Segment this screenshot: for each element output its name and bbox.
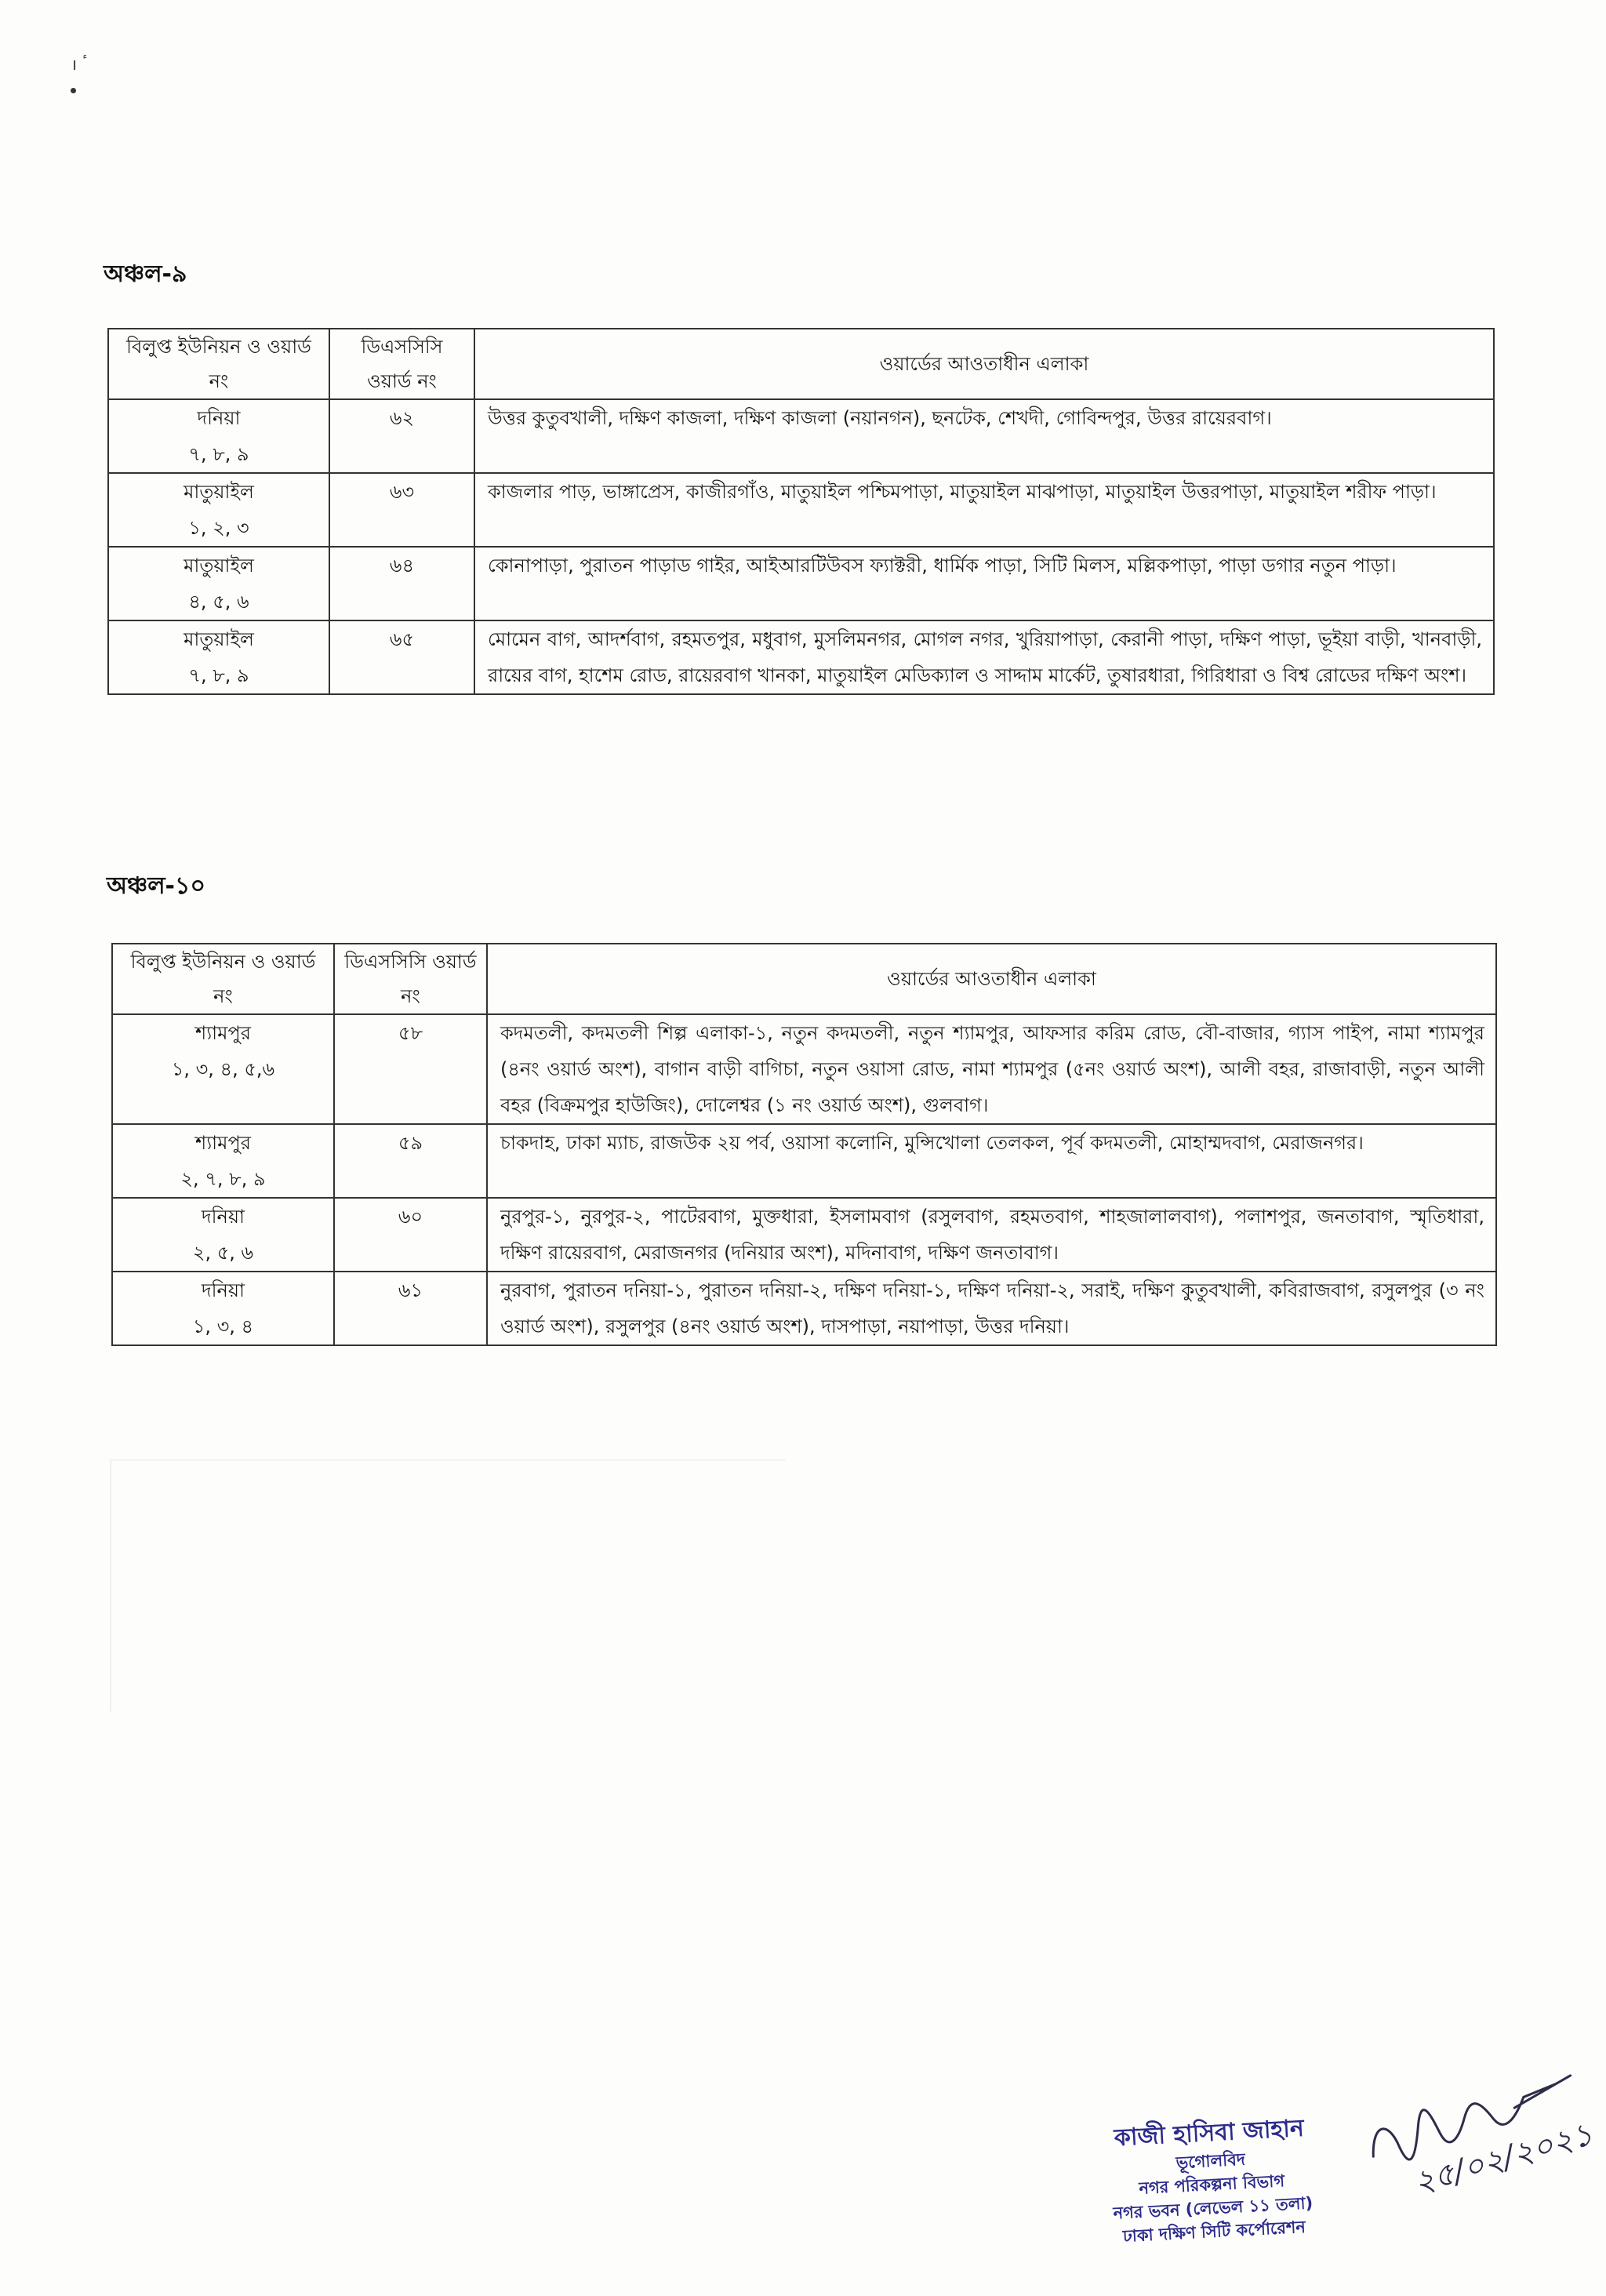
union-wards: ৭, ৮, ৯: [188, 443, 249, 465]
dscc-ward-cell: ৫৮: [334, 1014, 487, 1124]
table-row: [108, 620, 1494, 694]
union-name: দনিয়া: [202, 1279, 245, 1301]
dscc-ward-cell: ৬৪: [329, 547, 474, 620]
union-wards: ৭, ৮, ৯: [188, 664, 249, 686]
seal-organization: ঢাকা দক্ষিণ সিটি কর্পোরেশন: [1122, 2217, 1306, 2246]
dscc-ward-cell: ৬৫: [329, 620, 474, 694]
union-cell: [108, 620, 329, 694]
table-row: [108, 399, 1494, 473]
union-cell: [112, 1124, 334, 1198]
header-dscc-ward: ডিএসসিসি ওয়ার্ড নং: [329, 329, 474, 399]
union-wards: ১, ৩, ৪, ৫,৬: [171, 1058, 275, 1080]
header-dscc-ward: ডিএসসিসি ওয়ার্ড নং: [334, 944, 487, 1014]
union-cell: [108, 399, 329, 473]
table-row: [108, 547, 1494, 620]
union-name: দনিয়া: [197, 407, 241, 429]
union-cell: [108, 547, 329, 620]
header-area: ওয়ার্ডের আওতাধীন এলাকা: [487, 944, 1496, 1014]
dscc-ward-cell: ৫৯: [334, 1124, 487, 1198]
union-name: দনিয়া: [202, 1206, 245, 1228]
dscc-ward-cell: ৬০: [334, 1198, 487, 1272]
table-header-row: [108, 329, 1494, 399]
header-union: বিলুপ্ত ইউনিয়ন ও ওয়ার্ড নং: [108, 329, 329, 399]
union-name: শ্যামপুর: [195, 1022, 251, 1044]
union-wards: ১, ৩, ৪: [192, 1315, 254, 1337]
dscc-ward-cell: ৬২: [329, 399, 474, 473]
union-wards: ২, ৭, ৮, ৯: [180, 1168, 266, 1190]
dscc-ward-cell: ৬১: [334, 1272, 487, 1345]
header-area: ওয়ার্ডের আওতাধীন এলাকা: [474, 329, 1494, 399]
area-cell: নুরবাগ, পুরাতন দনিয়া-১, পুরাতন দনিয়া-২, দক্ষিণ দনিয়া-১, দক্ষিণ দনিয়া-২, সরাই, দক্ষিণ কুতুবখালী, কবিরাজবাগ, রসুলপুর (৩ নং ওয়ার্ড অংশ), রসুলপুর (৪নং ওয়ার্ড অংশ), দাসপাড়া, নয়াপাড়া, উত্তর দনিয়া।: [487, 1272, 1496, 1345]
area-cell: কাজলার পাড়, ভাঙ্গাপ্রেস, কাজীরগাঁও, মাতুয়াইল পশ্চিমপাড়া, মাতুয়াইল মাঝপাড়া, মাতুয়াইল উত্তরপাড়া, মাতুয়াইল শরীফ পাড়া।: [474, 473, 1494, 547]
header-union: বিলুপ্ত ইউনিয়ন ও ওয়ার্ড নং: [112, 944, 334, 1014]
union-name: শ্যামপুর: [195, 1132, 251, 1154]
seal-building: নগর ভবন (লেভেল ১১ তলা): [1112, 2193, 1314, 2223]
dscc-ward-cell: ৬৩: [329, 473, 474, 547]
union-cell: [112, 1198, 334, 1272]
zone10-title: অঞ্চল-১০: [107, 872, 205, 900]
union-name: মাতুয়াইল: [183, 628, 254, 650]
union-wards: ১, ২, ৩: [188, 517, 249, 539]
zone9-table: [107, 328, 1495, 695]
table-row: [112, 1124, 1496, 1198]
union-name: মাতুয়াইল: [183, 481, 254, 503]
seal-designation: ভূগোলবিদ: [1175, 2149, 1246, 2173]
table-row: [112, 1198, 1496, 1272]
area-cell: মোমেন বাগ, আদর্শবাগ, রহমতপুর, মধুবাগ, মুসলিমনগর, মোগল নগর, খুরিয়াপাড়া, কেরানী পাড়া, দক্ষিণ পাড়া, ভূইয়া বাড়ী, খানবাড়ী, রায়ের বাগ, হাশেম রোড, রায়েরবাগ খানকা, মাতুয়াইল মেডিক্যাল ও সাদ্দাম মার্কেট, তুষারধারা, গিরিধারা ও বিশ্ব রোডের দক্ষিণ অংশ।: [474, 620, 1494, 694]
area-cell: কদমতলী, কদমতলী শিল্প এলাকা-১, নতুন কদমতলী, নতুন শ্যামপুর, আফসার করিম রোড, বৌ-বাজার, গ্যাস পাইপ, নামা শ্যামপুর (৪নং ওয়ার্ড অংশ), বাগান বাড়ী বাগিচা, নতুন ওয়াসা রোড, নামা শ্যামপুর (৫নং ওয়ার্ড অংশ), আলী বহর, রাজাবাড়ী, নতুন আলী বহর (বিক্রমপুর হাউজিং), দোলেশ্বর (১ নং ওয়ার্ড অংশ), গুলবাগ।: [487, 1014, 1496, 1124]
area-cell: উত্তর কুতুবখালী, দক্ষিণ কাজলা, দক্ষিণ কাজলা (নয়ানগন), ছনটেক, শেখদী, গোবিন্দপুর, উত্তর রায়েরবাগ।: [474, 399, 1494, 473]
area-cell: নুরপুর-১, নুরপুর-২, পাটেরবাগ, মুক্তধারা, ইসলামবাগ (রসুলবাগ, রহমতবাগ, শাহজালালবাগ), পলাশপুর, জনতাবাগ, স্মৃতিধারা, দক্ষিণ রায়েরবাগ, মেরাজনগর (দনিয়ার অংশ), মদিনাবাগ, দক্ষিণ জনতাবাগ।: [487, 1198, 1496, 1272]
union-name: মাতুয়াইল: [183, 555, 254, 577]
seal-name: কাজী হাসিবা জাহান: [1113, 2114, 1305, 2152]
union-cell: [112, 1272, 334, 1345]
faint-bleed-through: [110, 1459, 786, 1712]
official-seal: [1024, 2109, 1399, 2253]
union-wards: ৪, ৫, ৬: [188, 591, 249, 613]
table-header-row: [112, 944, 1496, 1014]
area-cell: চাকদাহ, ঢাকা ম্যাচ, রাজউক ২য় পর্ব, ওয়াসা কলোনি, মুন্সিখোলা তেলকল, পূর্ব কদমতলী, মোহাম্মদবাগ, মেরাজনগর।: [487, 1124, 1496, 1198]
table-row: [108, 473, 1494, 547]
page-corner-marks: ı ٴ: [72, 55, 88, 75]
area-cell: কোনাপাড়া, পুরাতন পাড়াড গাইর, আইআরটিউবস ফ্যাক্টরী, ধার্মিক পাড়া, সিটি মিলস, মল্লিকপাড়া, পাড়া ডগার নতুন পাড়া।: [474, 547, 1494, 620]
union-wards: ২, ৫, ৬: [192, 1242, 254, 1264]
zone10-table: [111, 943, 1497, 1346]
punch-dot: [71, 88, 76, 93]
union-cell: [112, 1014, 334, 1124]
zone9-title: অঞ্চল-৯: [104, 260, 187, 288]
seal-department: নগর পরিকল্পনা বিভাগ: [1138, 2171, 1285, 2198]
union-cell: [108, 473, 329, 547]
signature-date: ২৫/০২/২০২১: [1409, 2116, 1597, 2202]
table-row: [112, 1272, 1496, 1345]
table-row: [112, 1014, 1496, 1124]
